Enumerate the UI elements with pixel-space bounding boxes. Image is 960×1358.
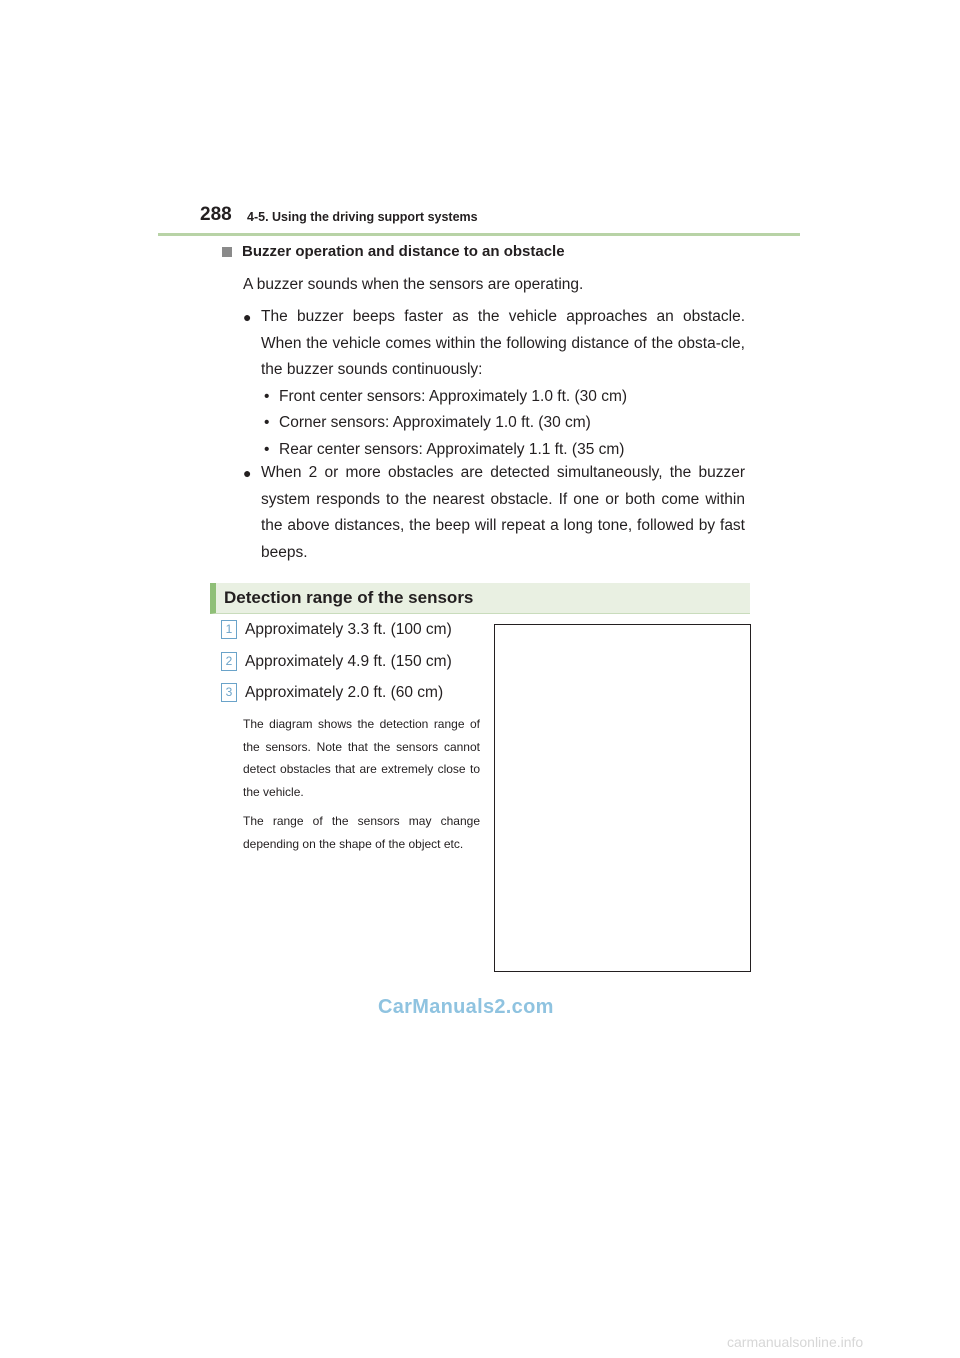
watermark-logo: CarManuals2.com — [378, 996, 554, 1018]
number-badge: 1 — [221, 620, 237, 639]
buzzer-heading — [222, 243, 565, 260]
distance-list — [261, 384, 745, 464]
list-item: • Front center sensors: Approximately 1.0 ft. (30 cm) — [261, 384, 745, 411]
header-divider — [158, 233, 800, 236]
bullet-text: When 2 or more obstacles are detected simultaneously, the buzzer system responds to the nearest obstacle. If one or both come within the above distances, the beep will repeat a long tone, followed by fast beeps. — [261, 464, 745, 561]
bullet-text: The buzzer beeps faster as the vehicle approaches an obstacle. When the vehicle comes within the following distance of the obsta-cle, the buzzer sounds continuously: — [261, 308, 745, 378]
number-badge: 2 — [221, 652, 237, 671]
section-label: 4-5. Using the driving support systems — [247, 210, 478, 224]
list-item: • Corner sensors: Approximately 1.0 ft. (30 cm) — [261, 410, 745, 437]
range-item-2 — [221, 652, 452, 671]
watermark-bottom: carmanualsonline.info — [727, 1334, 864, 1350]
detection-diagram-frame — [494, 624, 751, 972]
section-title: Detection range of the sensors — [224, 588, 474, 607]
round-bullet-icon: ● — [243, 465, 252, 481]
range-item-1 — [221, 620, 452, 639]
list-item: • Rear center sensors: Approximately 1.1 ft. (35 cm) — [261, 437, 745, 464]
range-item-3 — [221, 683, 443, 702]
buzzer-heading-text: Buzzer operation and distance to an obstacle — [242, 243, 565, 260]
note-range: The range of the sensors may change depending on the shape of the object etc. — [243, 814, 480, 851]
round-bullet-icon: ● — [243, 309, 252, 325]
buzzer-intro: A buzzer sounds when the sensors are operating. — [243, 276, 584, 293]
note-diagram: The diagram shows the detection range of the sensors. Note that the sensors cannot detect obstacles that are extremely close to the vehicle. — [243, 717, 480, 799]
page-number: 288 — [200, 204, 232, 225]
range-text: Approximately 2.0 ft. (60 cm) — [245, 683, 444, 701]
bullet-item-speed — [243, 304, 745, 463]
range-text: Approximately 3.3 ft. (100 cm) — [245, 620, 452, 638]
range-text: Approximately 4.9 ft. (150 cm) — [245, 652, 452, 670]
number-badge: 3 — [221, 683, 237, 702]
square-bullet-icon — [222, 247, 232, 257]
bullet-item-multiple — [243, 460, 745, 566]
